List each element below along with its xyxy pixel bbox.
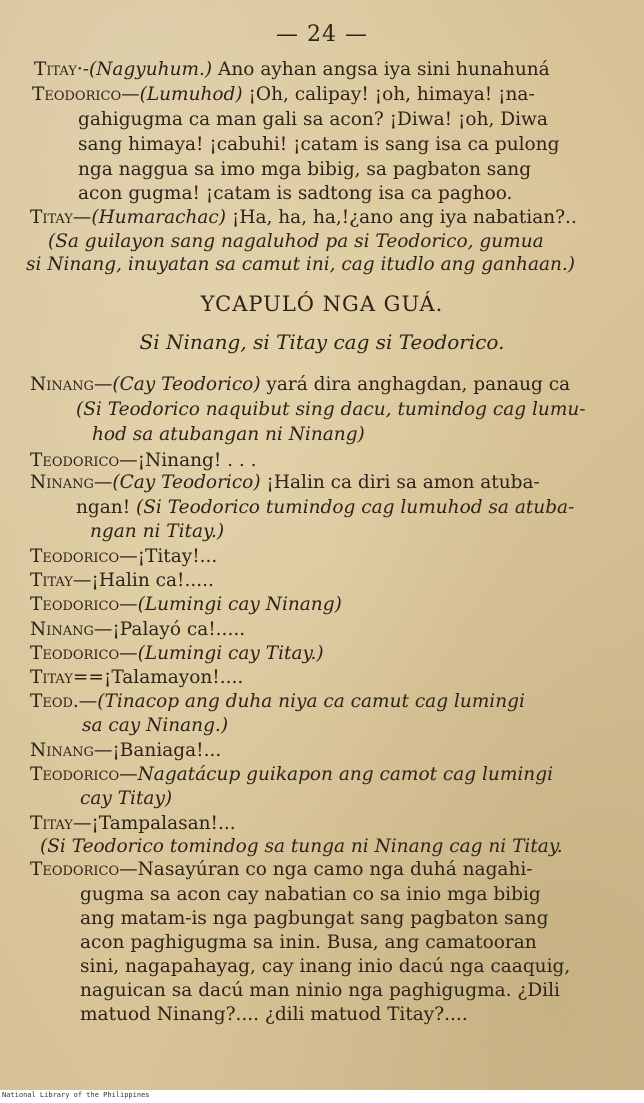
speaker-separator: —	[119, 546, 138, 567]
speaker-separator: ==	[72, 667, 104, 688]
line-text: ¡Baniaga!...	[112, 740, 222, 761]
scene-characters: Si Ninang, si Titay cag si Teodorico.	[139, 330, 505, 354]
speaker-name: Ninang	[30, 740, 94, 761]
line-text: ¡Halin ca diri sa amon atuba-	[260, 472, 540, 493]
line-text: ¡Halin ca!.....	[91, 570, 214, 591]
text-line	[30, 471, 540, 495]
text-line	[30, 666, 243, 690]
text-line	[80, 787, 172, 811]
speaker-name: Teod.	[30, 691, 79, 712]
text-line	[30, 373, 570, 397]
line-text: gugma sa acon cay nabatian co sa inio mga bibig	[80, 884, 541, 905]
line-text: nga naggua sa imo mga bibig, sa pagbaton sang	[78, 159, 532, 180]
stage-direction: (Cay Teodorico)	[112, 472, 261, 493]
speaker-name: Ninang	[30, 472, 94, 493]
line-text: ¡Ha, ha, ha,!¿ano ang iya nabatian?..	[226, 207, 577, 228]
text-line	[78, 108, 548, 132]
text-line	[80, 979, 560, 1003]
text-line	[30, 858, 533, 882]
text-line	[80, 1003, 468, 1027]
text-line	[80, 883, 541, 907]
text-line	[30, 593, 342, 617]
text-line	[30, 739, 221, 763]
speaker-separator: —	[93, 472, 113, 493]
speaker-separator: ·-	[76, 59, 90, 80]
stage-direction: cay Titay)	[80, 788, 173, 809]
text-line	[78, 133, 559, 157]
stage-direction: (Lumuhod)	[139, 84, 243, 105]
speaker-name: Teodorico	[30, 450, 120, 471]
text-line	[30, 642, 324, 666]
speaker-separator: —	[93, 374, 113, 395]
text-line	[82, 714, 228, 738]
footer-credit: National Library of the Philippines	[2, 1091, 150, 1099]
text-line	[30, 449, 257, 473]
stage-direction: si Ninang, inuyatan sa camut ini, cag itudlo ang ganhaan.)	[26, 254, 576, 275]
speaker-separator: —	[93, 619, 113, 640]
text-line	[40, 835, 563, 859]
line-text: sini, nagapahayag, cay inang inio dacú nga caaquig,	[80, 956, 571, 977]
line-text: ¡Oh, calipay! ¡oh, himaya! ¡na-	[242, 84, 535, 105]
line-text: ¡Ninang! . . .	[137, 450, 257, 471]
speaker-name: Ninang	[30, 374, 94, 395]
speaker-separator: —	[72, 813, 92, 834]
stage-direction: Nagatácup guikapon ang camot cag lumingi	[137, 764, 553, 785]
scene-heading: YCAPULÓ NGA GUÁ.	[200, 292, 444, 316]
speaker-name: Titay	[34, 59, 77, 80]
line-text: matuod Ninang?.... ¿dili matuod Titay?....	[80, 1004, 468, 1025]
page-number: — 24 —	[276, 22, 368, 47]
text-line	[80, 955, 570, 979]
stage-direction: (Lumingi cay Ninang)	[137, 594, 342, 615]
line-text: acon gugma! ¡catam is sadtong isa ca paghoo.	[78, 183, 513, 204]
speaker-separator: —	[78, 691, 98, 712]
line-text: naguican sa dacú man ninio nga paghigugma. ¿Dili	[80, 980, 560, 1001]
text-line	[80, 931, 537, 955]
speaker-name: Teodorico	[30, 546, 120, 567]
text-line	[30, 690, 525, 714]
stage-direction: (Nagyuhum.)	[89, 59, 213, 80]
line-text: ngan!	[76, 497, 137, 518]
text-line	[34, 58, 550, 82]
line-text: Ano ayhan angsa iya sini hunahuná	[212, 59, 550, 80]
text-line	[30, 569, 214, 593]
line-text: ¡Titay!...	[137, 546, 218, 567]
text-line	[32, 83, 535, 107]
text-line	[78, 182, 512, 206]
stage-direction: (Sa guilayon sang nagaluhod pa si Teodorico, gumua	[48, 231, 544, 252]
stage-direction: (Si Teodorico tomindog sa tunga ni Ninang cag ni Titay.	[40, 836, 563, 857]
stage-direction: (Si Teodorico tumindog cag lumuhod sa atuba-	[136, 497, 575, 518]
speaker-separator: —	[119, 450, 138, 471]
line-text: ¡Palayó ca!.....	[112, 619, 246, 640]
text-line	[30, 206, 577, 230]
stage-direction: (Tinacop ang duha niya ca camut cag lumingi	[97, 691, 525, 712]
line-text: ang matam-is nga pagbungat sang pagbaton sang	[80, 908, 549, 929]
speaker-separator: —	[119, 594, 138, 615]
text-line	[76, 496, 574, 520]
speaker-name: Teodorico	[30, 859, 120, 880]
text-line	[76, 398, 586, 422]
speaker-name: Teodorico	[30, 764, 120, 785]
text-line	[90, 520, 224, 544]
line-text: sang himaya! ¡cabuhi! ¡catam is sang isa ca pulong	[78, 134, 560, 155]
speaker-separator: —	[72, 207, 92, 228]
text-line	[30, 545, 217, 569]
speaker-name: Teodorico	[30, 643, 120, 664]
stage-direction: (Humarachac)	[91, 207, 226, 228]
stage-direction: ngan ni Titay.)	[90, 521, 225, 542]
speaker-name: Titay	[30, 813, 73, 834]
speaker-name: Titay	[30, 207, 73, 228]
text-line	[78, 158, 531, 182]
speaker-separator: —	[119, 643, 138, 664]
speaker-separator: —	[72, 570, 92, 591]
line-text: ¡Talamayon!....	[103, 667, 244, 688]
speaker-name: Ninang	[30, 619, 94, 640]
speaker-name: Titay	[30, 570, 73, 591]
line-text: acon paghigugma sa inin. Busa, ang camatooran	[80, 932, 537, 953]
speaker-separator: —	[93, 740, 113, 761]
text-line	[30, 618, 245, 642]
stage-direction: (Si Teodorico naquibut sing dacu, tumindog cag lumu-	[76, 399, 586, 420]
line-text: ¡Tampalasan!...	[91, 813, 236, 834]
stage-direction: (Cay Teodorico)	[112, 374, 261, 395]
speaker-separator: —	[119, 859, 138, 880]
text-line	[26, 253, 575, 277]
speaker-separator: —	[121, 84, 140, 105]
text-line	[92, 423, 365, 447]
line-text: yará dira anghagdan, panaug ca	[260, 374, 571, 395]
speaker-name: Teodorico	[30, 594, 120, 615]
text-line	[30, 812, 236, 836]
speaker-name: Titay	[30, 667, 73, 688]
text-line	[48, 230, 544, 254]
footer-bar	[0, 1090, 644, 1103]
speaker-separator: —	[119, 764, 138, 785]
stage-direction: sa cay Ninang.)	[82, 715, 229, 736]
line-text: gahigugma ca man gali sa acon? ¡Diwa! ¡oh, Diwa	[78, 109, 548, 130]
line-text: Nasayúran co nga camo nga duhá nagahi-	[137, 859, 533, 880]
speaker-name: Teodorico	[32, 84, 122, 105]
text-line	[30, 763, 553, 787]
stage-direction: hod sa atubangan ni Ninang)	[92, 424, 365, 445]
stage-direction: (Lumingi cay Titay.)	[137, 643, 324, 664]
text-line	[80, 907, 548, 931]
